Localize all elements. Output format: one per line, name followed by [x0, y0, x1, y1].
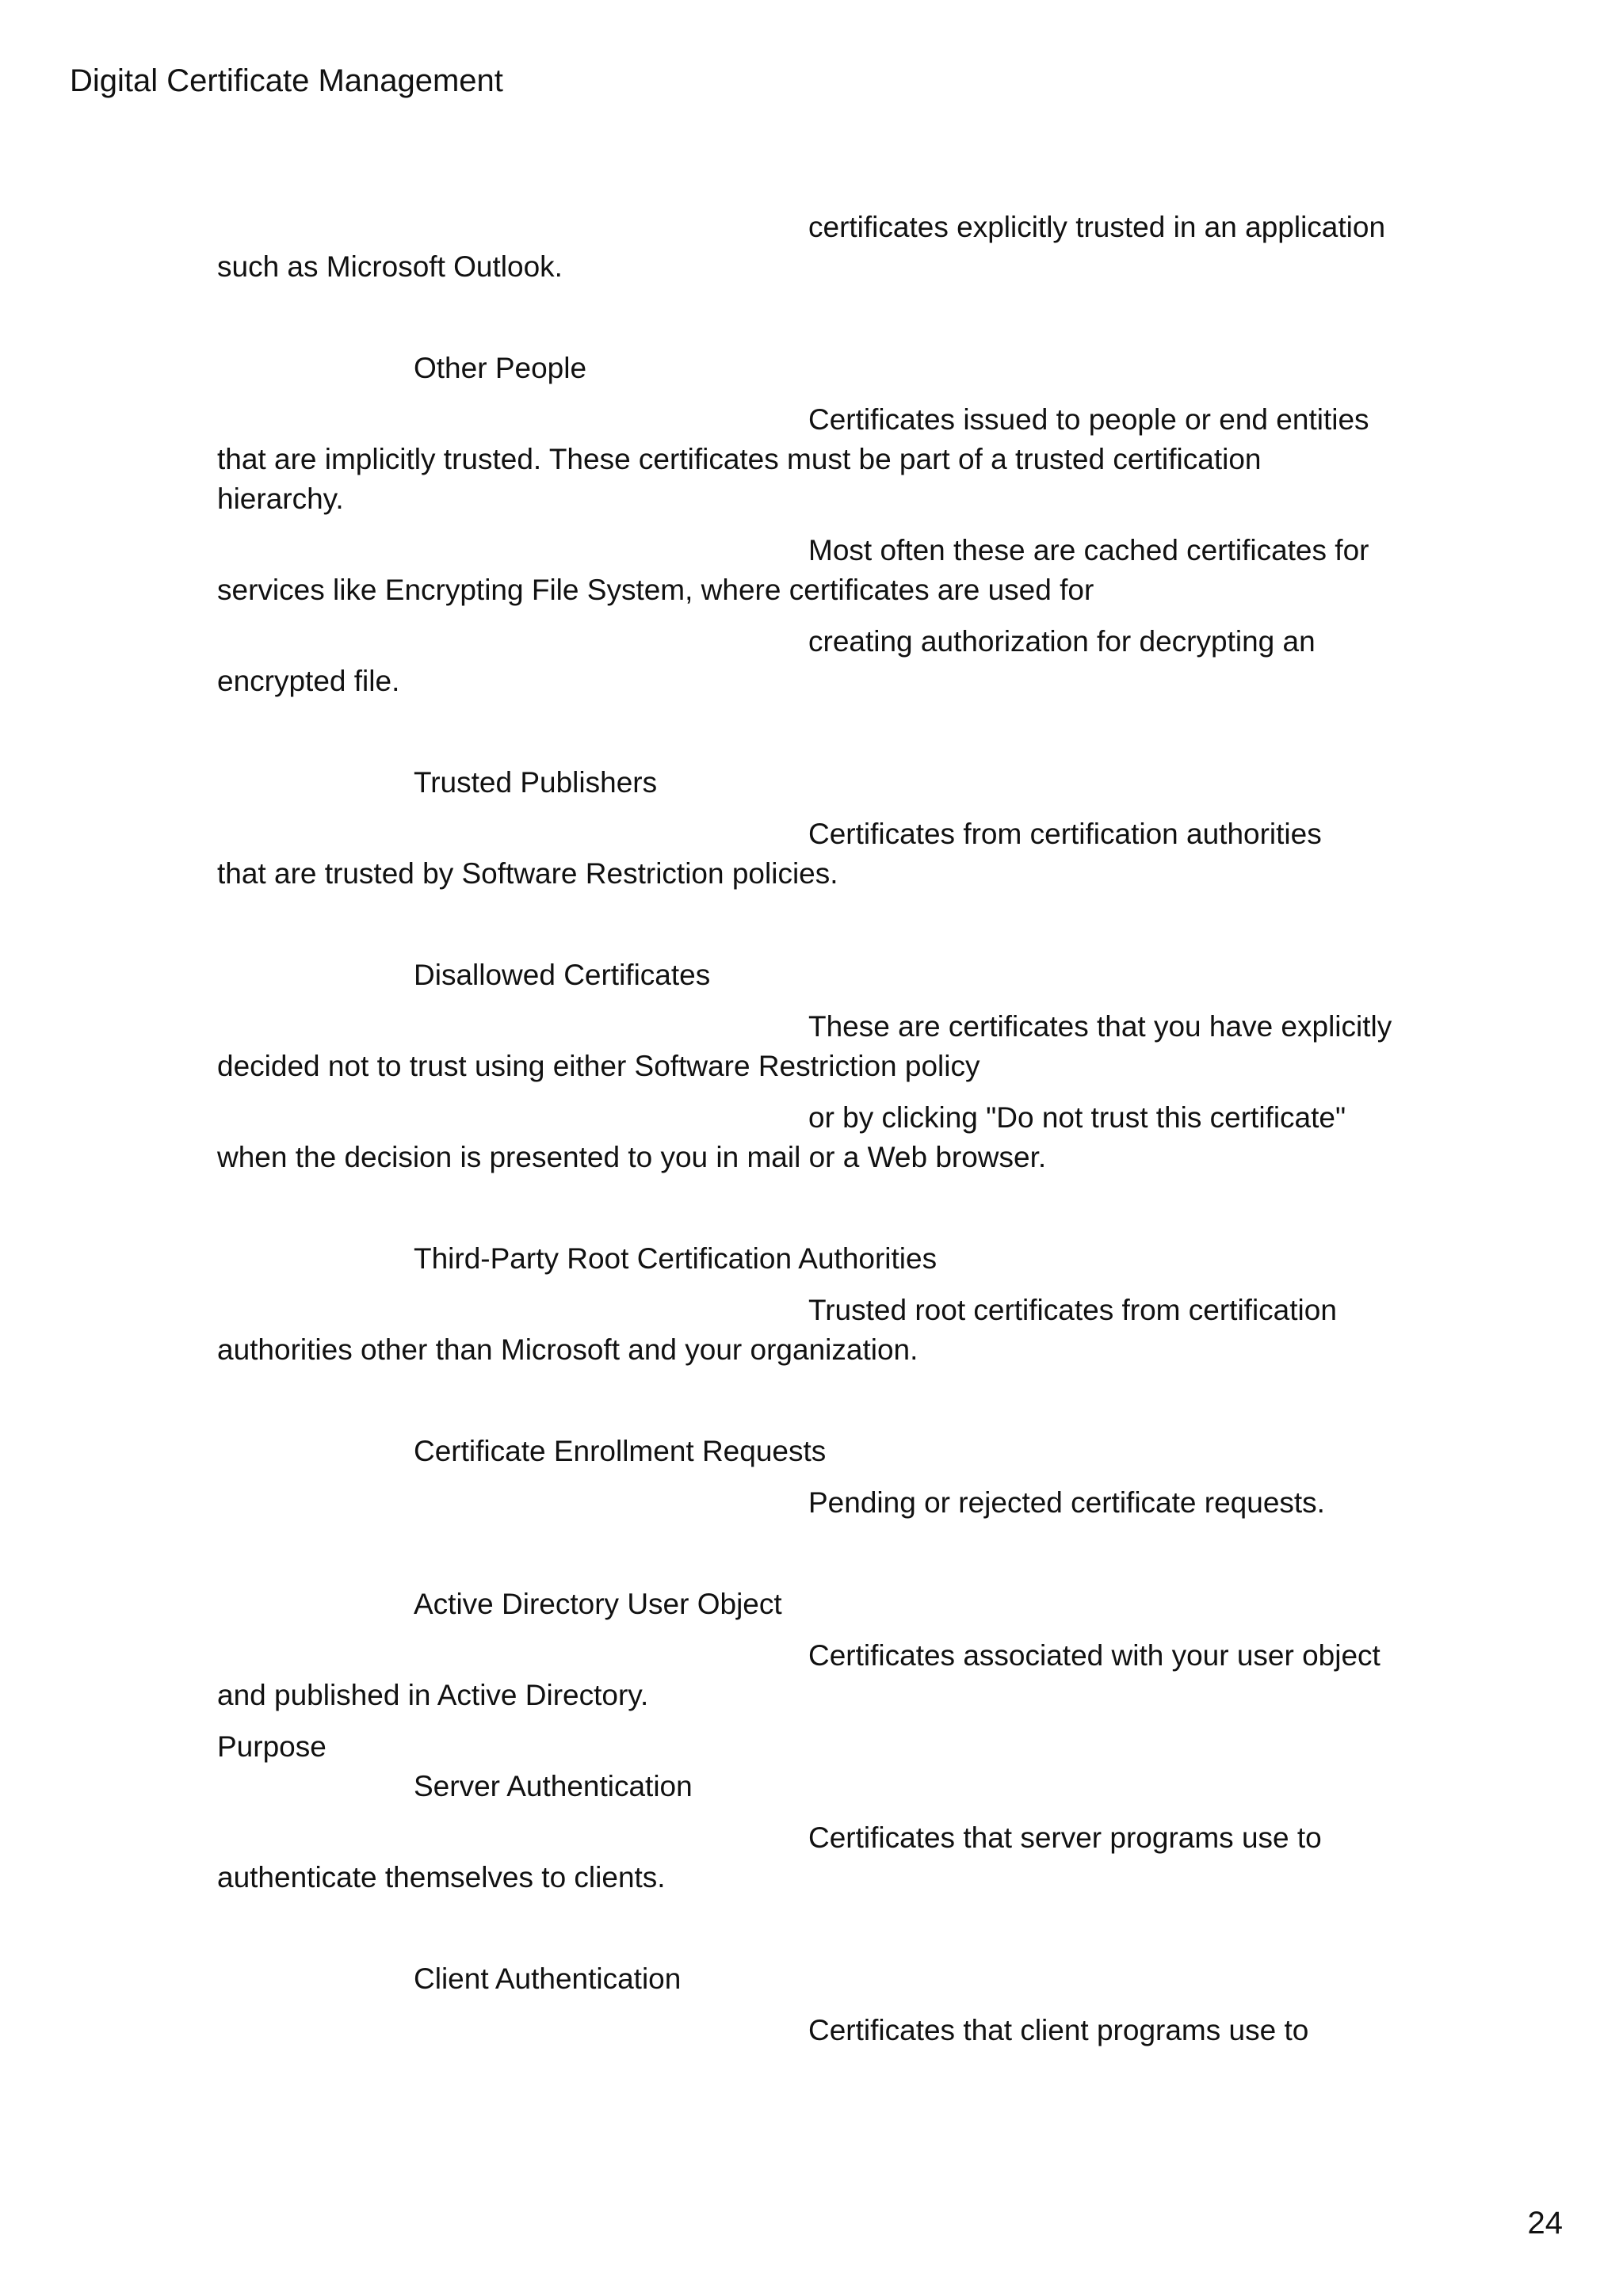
description-line: when the decision is presented to you in mail or a Web browser. — [217, 1141, 1047, 1173]
description-line: that are trusted by Software Restriction policies. — [217, 857, 838, 890]
document-body — [217, 208, 1430, 2050]
description-paragraph — [217, 1098, 1430, 1177]
paragraph-spacer — [217, 1523, 1430, 1585]
description-line: decided not to trust using either Software Restriction policy — [217, 1050, 980, 1082]
description-first-line: Most often these are cached certificates for — [808, 534, 1369, 566]
description-line: authorities other than Microsoft and your organization. — [217, 1333, 918, 1366]
description-first-line: These are certificates that you have explicitly — [808, 1010, 1392, 1043]
store-heading: Third-Party Root Certification Authorities — [414, 1242, 938, 1275]
store-heading: Server Authentication — [414, 1770, 693, 1802]
store-heading: Active Directory User Object — [414, 1588, 782, 1620]
description-line: encrypted file. — [217, 665, 400, 697]
description-line: such as Microsoft Outlook. — [217, 250, 563, 283]
description-paragraph — [217, 1818, 1430, 1897]
description-first-line: Certificates that client programs use to — [808, 2014, 1309, 2046]
description-first-line: certificates explicitly trusted in an application — [808, 211, 1386, 243]
paragraph-spacer — [217, 701, 1430, 763]
description-paragraph — [217, 1291, 1430, 1370]
description-first-line: Certificates that server programs use to — [808, 1821, 1322, 1854]
description-paragraph — [217, 400, 1430, 519]
store-heading: Other People — [414, 352, 587, 384]
description-paragraph — [217, 2011, 1430, 2050]
paragraph-spacer — [217, 1370, 1430, 1432]
description-line: services like Encrypting File System, where certificates are used for — [217, 574, 1094, 606]
description-first-line: Trusted root certificates from certification — [808, 1294, 1337, 1326]
store-heading: Disallowed Certificates — [414, 959, 711, 991]
description-first-line: or by clicking "Do not trust this certificate" — [808, 1101, 1346, 1134]
description-first-line: Certificates from certification authorities — [808, 818, 1322, 850]
paragraph-spacer — [217, 1177, 1430, 1239]
description-paragraph — [217, 1636, 1430, 1715]
description-line: and published in Active Directory. — [217, 1679, 649, 1711]
store-heading: Client Authentication — [414, 1962, 682, 1995]
description-line: authenticate themselves to clients. — [217, 1861, 666, 1894]
store-heading: Trusted Publishers — [414, 766, 658, 799]
paragraph-spacer — [217, 894, 1430, 955]
store-heading: Certificate Enrollment Requests — [414, 1435, 827, 1467]
page-number: 24 — [1527, 2206, 1563, 2241]
paragraph-spacer — [217, 287, 1430, 349]
description-paragraph — [217, 531, 1430, 610]
description-paragraph — [217, 1483, 1430, 1523]
description-first-line: Certificates issued to people or end entities — [808, 403, 1369, 436]
description-first-line: Certificates associated with your user object — [808, 1639, 1381, 1672]
description-paragraph — [217, 1007, 1430, 1086]
description-paragraph — [217, 208, 1430, 287]
description-paragraph — [217, 622, 1430, 701]
description-first-line: creating authorization for decrypting an — [808, 625, 1316, 658]
paragraph-spacer — [217, 1897, 1430, 1959]
description-first-line: Pending or rejected certificate requests. — [808, 1486, 1325, 1519]
description-paragraph — [217, 814, 1430, 894]
section-heading: Purpose — [217, 1730, 327, 1763]
running-header: Digital Certificate Management — [70, 63, 503, 98]
description-line: that are implicitly trusted. These certificates must be part of a trusted certification — [217, 443, 1262, 475]
description-line: hierarchy. — [217, 482, 344, 515]
